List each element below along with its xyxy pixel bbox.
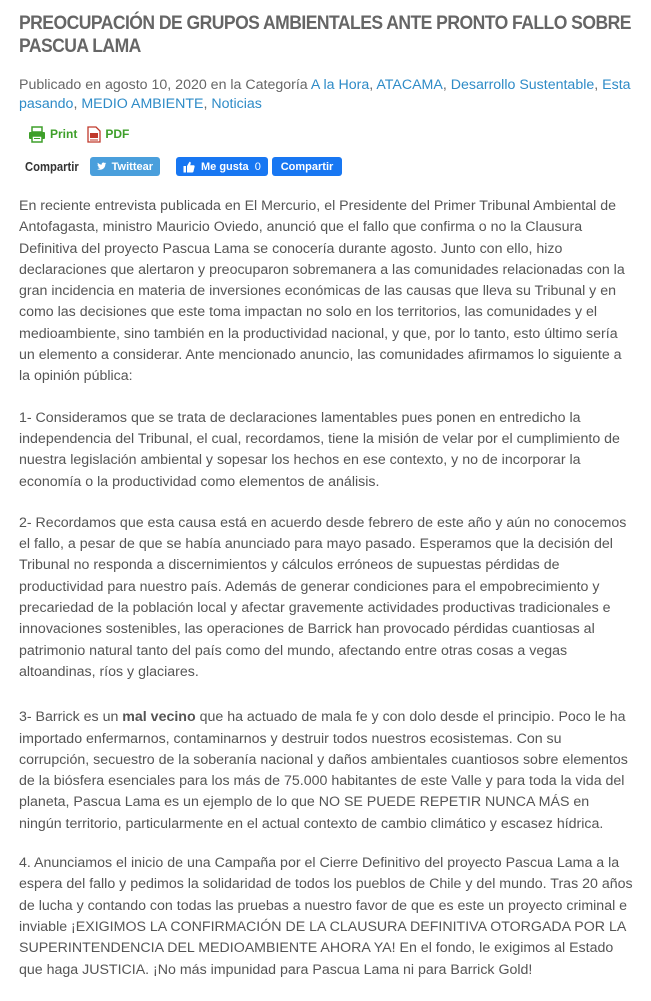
category-link-desarrollo-sustentable[interactable]: Desarrollo Sustentable [450,77,595,93]
facebook-share-button[interactable] [272,157,342,176]
category-link-medio-ambiente[interactable]: MEDIO AMBIENTE [81,96,204,112]
article-body [19,196,634,1001]
thumbs-up-icon [183,161,195,173]
category-link-noticias[interactable]: Noticias [211,96,262,112]
facebook-like-label: Me gusta [201,160,249,173]
article-meta: Publicado en agosto 10, 2020 en la Categoría A la Hora, ATACAMA, Desarrollo Sustentable, Esta pasando, MEDIO AMBIENTE, Noticias [19,77,631,112]
paragraph-3-text-a: 3- Barrick es un [19,709,123,726]
pdf-button[interactable] [87,126,129,143]
pdf-icon [87,126,101,143]
paragraph-intro: En reciente entrevista publicada en El Mercurio, el Presidente del Primer Tribunal Ambiental de Antofagasta, ministro Mauricio Oviedo, anunció que el fallo que confirma o no la Clausura Definitiva del proyecto Pascua Lama se conocería durante agosto. Junto con ello, hizo declaraciones que alertaron y preocuparon sobremanera a las comunidades relacionadas con la gran incidencia en materia de inversiones económicas de las causas que lleva su Tribunal y en como las decisiones que este toma impactan no solo en los territorios, las comunidades y el medioambiente, sino también en la productividad nacional, y que, por lo tanto, esto último sería un elemento a considerar. Ante mencionado anuncio, las comunidades afirmamos lo siguiente a la opinión pública: [19,198,625,385]
paragraph-1: 1- Consideramos que se trata de declaraciones lamentables pues ponen en entredicho la independencia del Tribunal, el cual, recordamos, tiene la misión de velar por el cumplimiento de nuestra legislación ambiental y sopesar los hechos en ese contexto, y no de incorporar la economía o la productividad como elementos de análisis. [19,409,620,490]
print-pdf-bar [28,124,139,144]
category-link-atacama[interactable]: ATACAMA [376,77,443,93]
article-title: PREOCUPACIÓN DE GRUPOS AMBIENTALES ANTE PRONTO FALLO SOBRE PASCUA LAMA [19,12,631,57]
twitter-button[interactable] [90,157,160,176]
twitter-label: Twittear [111,160,153,173]
paragraph-3-text-b: que ha actuado de mala fe y con dolo desde el principio. Poco le ha importado enfermarnos, contaminarnos y destruir todos nuestros ecosistemas. Con su corrupción, secuestro de la soberanía nacional y daños ambientales cuantiosos sobre elementos de la biósfera esenciales para los más de 75.000 habitantes de este Valle y para toda la vida del planeta, Pascua Lama es un ejemplo de lo que NO SE PUEDE REPETIR NUNCA MÁS en ningún territorio, particularmente en el actual contexto de cambio climático y escasez hídrica. [19,709,628,832]
facebook-like-count: 0 [254,160,261,173]
twitter-bird-icon [97,161,107,172]
meta-prefix: Publicado en agosto 10, 2020 en la Categoría [19,77,308,93]
category-link-a-la-hora[interactable]: A la Hora [310,77,370,93]
paragraph-2: 2- Recordamos que esta causa está en acuerdo desde febrero de este año y aún no conocemos el fallo, a pesar de que se había anunciado para mayo pasado. Esperamos que la decisión del Tribunal no responda a discernimientos y cálculos erróneos de supuestas pérdidas de productividad para nuestro país. Además de generar condiciones para el empobrecimiento y precariedad de la población local y afectar gravemente actividades productivas tradicionales e innovaciones sostenibles, las operaciones de Barrick han provocado pérdidas cuantiosas al patrimonio natural tanto del país como del mundo, afectando entre otras cosas a vegas altoandinas, ríos y glaciares. [19,514,627,680]
printer-icon [28,126,46,143]
category-link-esta-pasando[interactable]: Esta pasando [19,77,631,112]
paragraph-4: 4. Anunciamos el inicio de una Campaña por el Cierre Definitivo del proyecto Pascua Lama a la espera del fallo y pedimos la solidaridad de todos los pueblos de Chile y del mundo. Tras 20 años de lucha y contando con todas las pruebas a nuestro favor de que es este un proyecto criminal e inviable ¡EXIGIMOS LA CONFIRMACIÓN DE LA CLAUSURA DEFINITIVA OTORGADA POR LA SUPERINTENDENCIA DEL MEDIOAMBIENTE AHORA YA! En el fondo, le exigimos al Estado que haga JUSTICIA. ¡No más impunidad para Pascua Lama ni para Barrick Gold! [19,855,633,978]
paragraph-3 [19,707,634,835]
share-bar [25,156,342,177]
facebook-like-button[interactable] [176,157,268,176]
facebook-share-label: Compartir [280,160,334,173]
print-label: Print [50,127,78,141]
print-button[interactable] [28,126,77,143]
pdf-label: PDF [105,127,130,141]
share-label: Compartir [25,159,79,174]
paragraph-3-bold: mal vecino [122,709,196,726]
